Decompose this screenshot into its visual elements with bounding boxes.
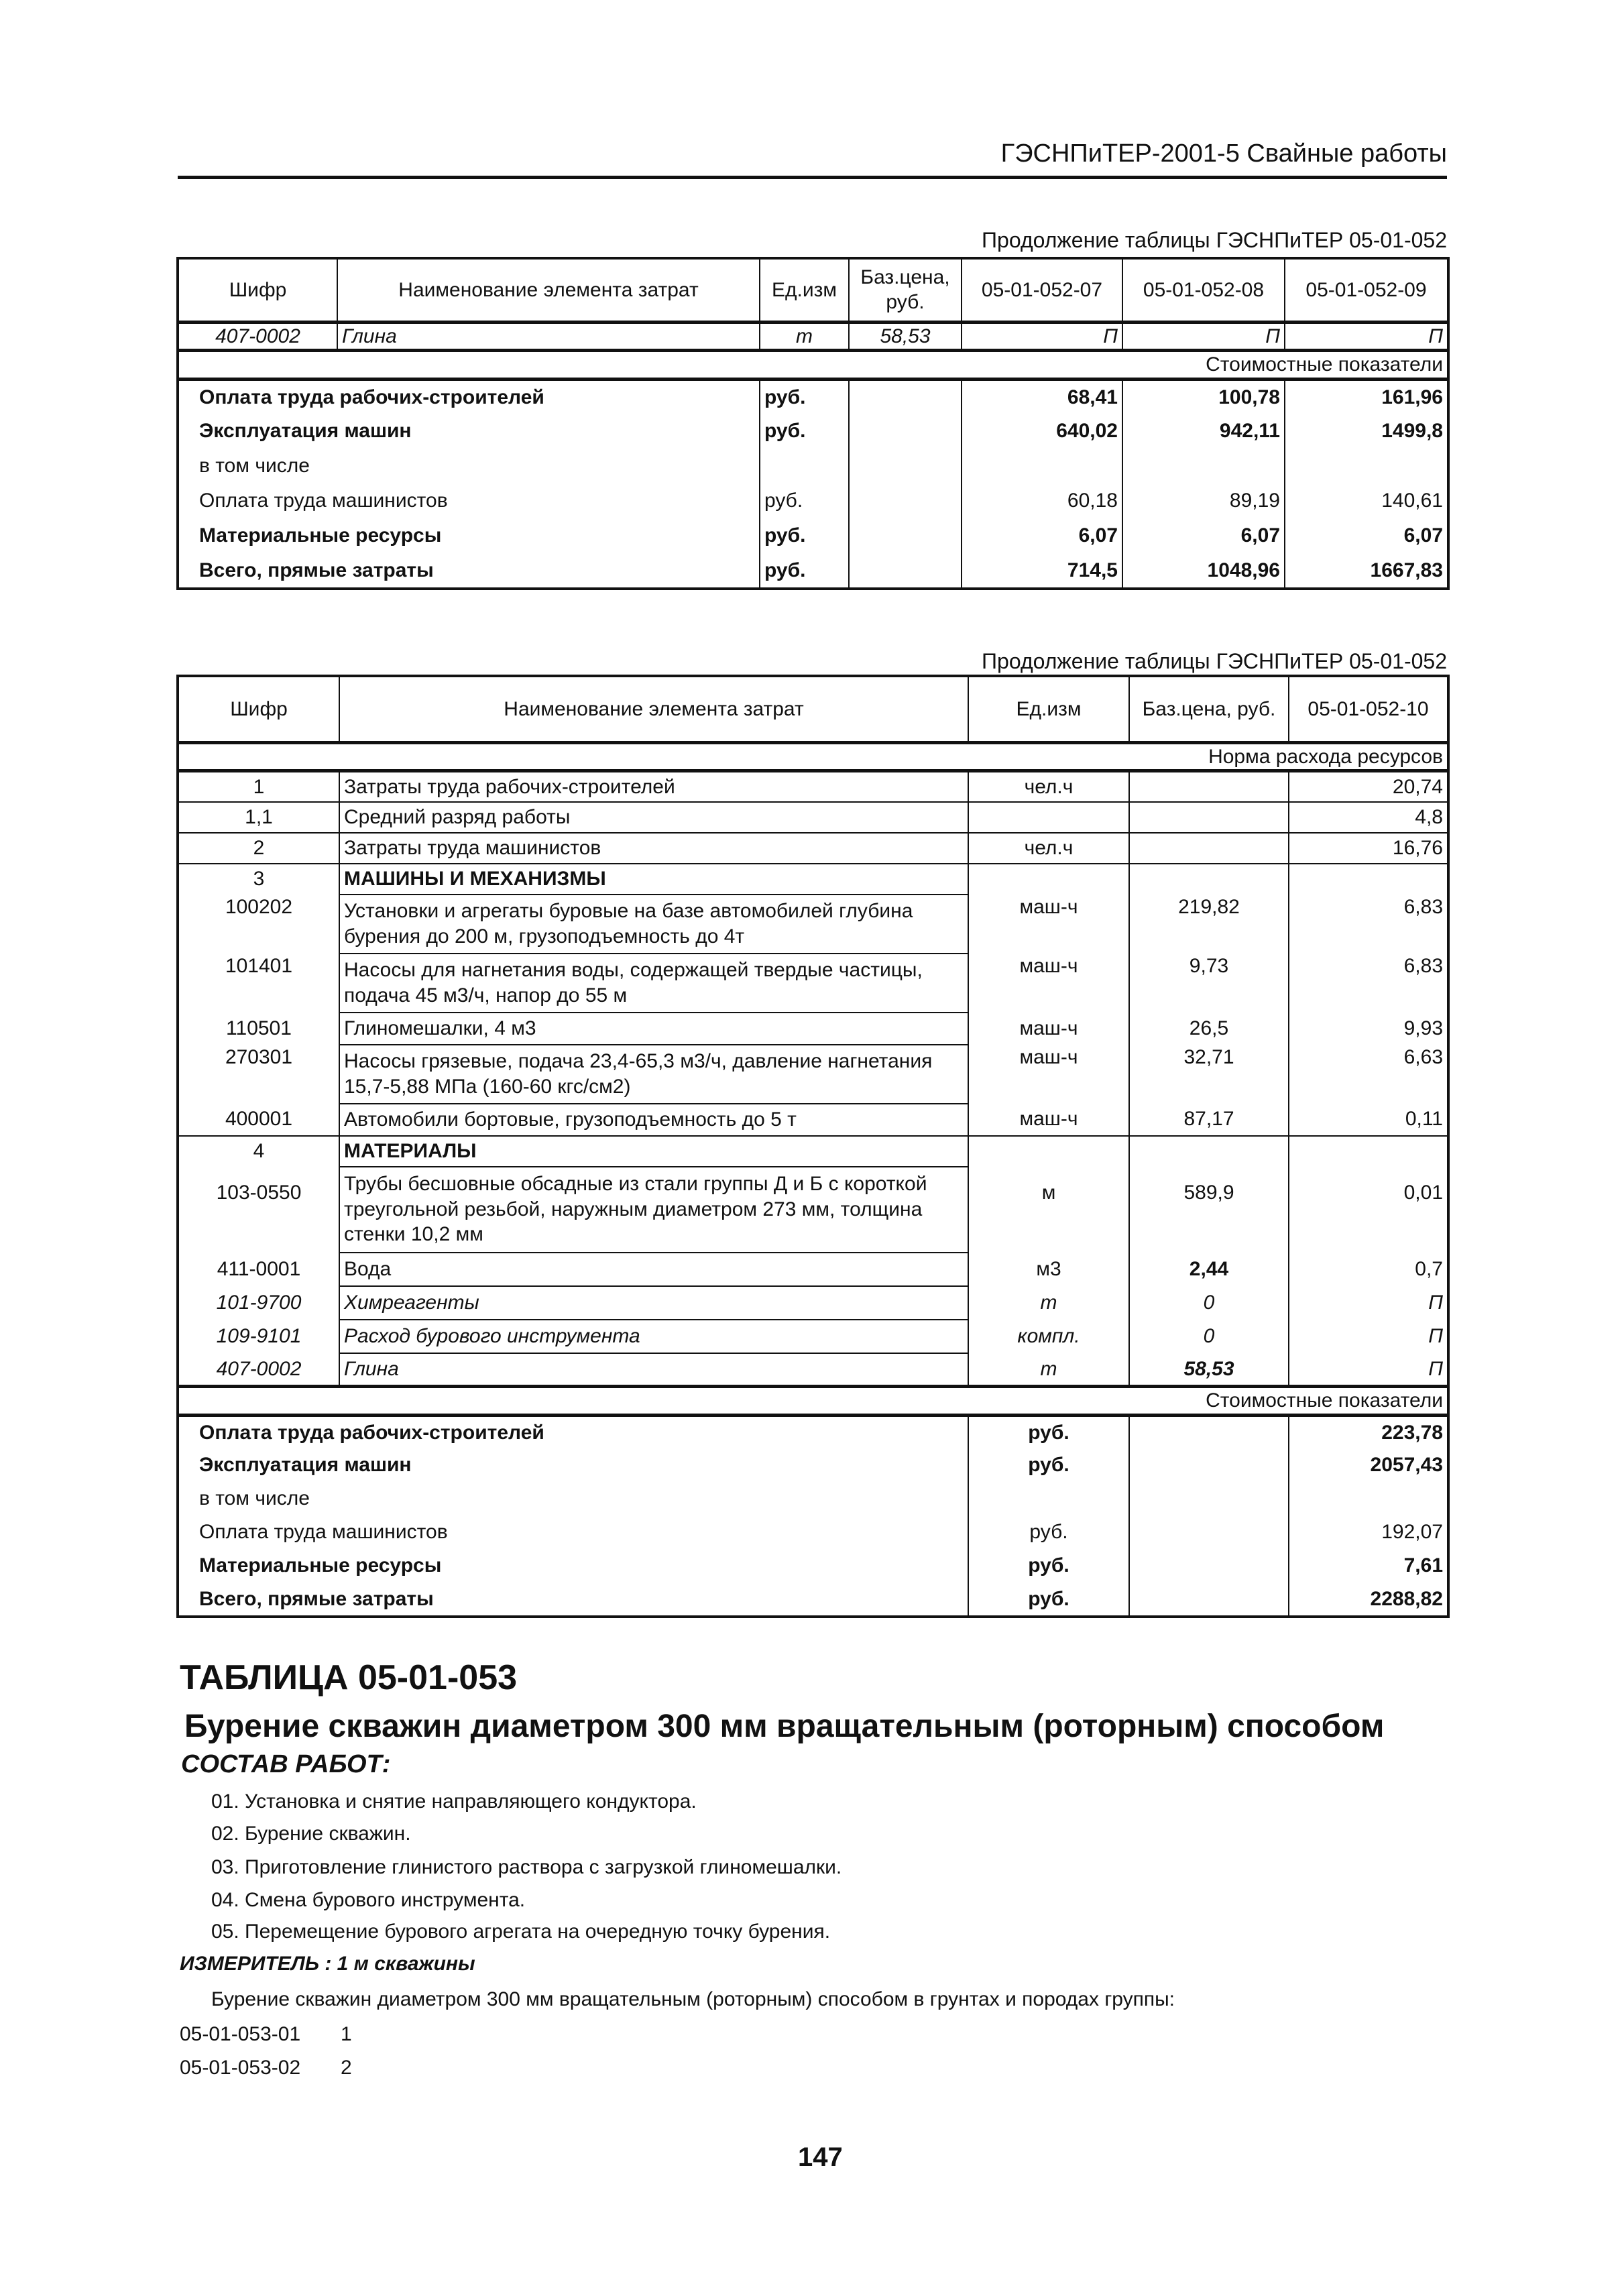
table-row <box>178 1583 1448 1616</box>
cell-price <box>1129 771 1289 802</box>
item-group: 2 <box>341 2057 352 2079</box>
cell-unit: м3 <box>968 1253 1129 1286</box>
cell-code: 407-0002 <box>178 1353 339 1387</box>
summary-value: 60,18 <box>962 483 1122 518</box>
cell-price: 219,82 <box>1129 895 1289 954</box>
work-item: 05. Перемещение бурового агрегата на очередную точку бурения. <box>211 1920 831 1943</box>
summary-value: 2288,82 <box>1289 1583 1448 1616</box>
work-item: 01. Установка и снятие направляющего кондуктора. <box>211 1790 697 1813</box>
table1 <box>178 258 1448 589</box>
table1-header-cell: 05-01-052-09 <box>1285 259 1448 322</box>
table-row <box>178 1045 1448 1104</box>
cell-name: Затраты труда рабочих-строителей <box>339 771 968 802</box>
table1-continuation: Продолжение таблицы ГЭСНПиТЕР 05-01-052 <box>982 228 1447 252</box>
summary-value: 192,07 <box>1289 1515 1448 1549</box>
works-title: СОСТАВ РАБОТ: <box>181 1750 391 1778</box>
empty-cell <box>962 449 1122 483</box>
table-row <box>178 322 1448 351</box>
item-code: 05-01-053-01 <box>180 2023 301 2045</box>
section-description: Бурение скважин диаметром 300 мм вращательным (роторным) способом в грунтах и породах группы: <box>211 1988 1175 2010</box>
empty-cell <box>1129 1549 1289 1583</box>
summary-value: 1499,8 <box>1285 414 1448 449</box>
cell-value: П <box>1285 322 1448 351</box>
cell-unit: т <box>760 322 849 351</box>
summary-name: Оплата труда машинистов <box>178 483 760 518</box>
section-title: ТАБЛИЦА 05-01-053 <box>180 1658 518 1697</box>
cell-price: 87,17 <box>1129 1104 1289 1136</box>
table2 <box>178 676 1448 1617</box>
cell-code: 411-0001 <box>178 1253 339 1286</box>
table-row <box>178 833 1448 864</box>
table-row <box>178 1253 1448 1286</box>
cell-unit: маш-ч <box>968 895 1129 954</box>
summary-value: 68,41 <box>962 379 1122 414</box>
cell-value: 9,93 <box>1289 1013 1448 1045</box>
summary-value: 100,78 <box>1122 379 1285 414</box>
empty-cell <box>1129 1482 1289 1515</box>
cell-price: 2,44 <box>1129 1253 1289 1286</box>
cell-unit: чел.ч <box>968 833 1129 864</box>
empty-cell <box>849 518 962 553</box>
cell-name: Затраты труда машинистов <box>339 833 968 864</box>
table2-continuation: Продолжение таблицы ГЭСНПиТЕР 05-01-052 <box>982 649 1447 673</box>
page-number: 147 <box>798 2142 843 2172</box>
cell-price: 58,53 <box>1129 1353 1289 1387</box>
cell-value: 4,8 <box>1289 802 1448 833</box>
cell-name: Глиномешалки, 4 м3 <box>339 1013 968 1045</box>
cell-price <box>1129 1136 1289 1167</box>
cell-price <box>1129 864 1289 895</box>
empty-cell <box>1129 1583 1289 1616</box>
summary-value: 1048,96 <box>1122 553 1285 588</box>
table2-header-cell: Шифр <box>178 677 339 742</box>
table-row <box>178 1549 1448 1583</box>
cell-unit: маш-ч <box>968 1104 1129 1136</box>
cell-unit <box>968 802 1129 833</box>
table1-header-cell: 05-01-052-08 <box>1122 259 1285 322</box>
summary-value: 6,07 <box>1122 518 1285 553</box>
cost-label: Стоимостные показатели <box>178 351 1448 380</box>
empty-cell <box>1122 449 1285 483</box>
item-code: 05-01-053-02 <box>180 2057 301 2079</box>
cell-value: П <box>962 322 1122 351</box>
cell-name: Глина <box>337 322 760 351</box>
cell-unit: т <box>968 1353 1129 1387</box>
summary-value: 161,96 <box>1285 379 1448 414</box>
table1-header-cell: Ед.изм <box>760 259 849 322</box>
summary-unit: руб. <box>968 1415 1129 1448</box>
cell-value: П <box>1289 1353 1448 1387</box>
cell-unit: маш-ч <box>968 1013 1129 1045</box>
table1-header-cell: Наименование элемента затрат <box>337 259 760 322</box>
cell-name: МАШИНЫ И МЕХАНИЗМЫ <box>339 864 968 895</box>
table-row <box>178 802 1448 833</box>
work-item: 04. Смена бурового инструмента. <box>211 1889 526 1911</box>
cell-code: 100202 <box>178 895 339 954</box>
table-row <box>178 1482 1448 1515</box>
cell-price: 58,53 <box>849 322 962 351</box>
cell-value: 6,83 <box>1289 954 1448 1013</box>
meter-label: ИЗМЕРИТЕЛЬ : 1 м скважины <box>180 1953 475 1975</box>
empty-cell <box>849 483 962 518</box>
cell-value: 16,76 <box>1289 833 1448 864</box>
cell-price <box>1129 833 1289 864</box>
table2-header-cell: Наименование элемента затрат <box>339 677 968 742</box>
cell-value: 0,7 <box>1289 1253 1448 1286</box>
table-row <box>178 1167 1448 1253</box>
summary-name: в том числе <box>178 1482 968 1515</box>
cell-code: 407-0002 <box>178 322 337 351</box>
table-row <box>178 483 1448 518</box>
cell-code: 270301 <box>178 1045 339 1104</box>
summary-unit: руб. <box>760 414 849 449</box>
cell-unit: компл. <box>968 1320 1129 1353</box>
cell-code: 103-0550 <box>178 1167 339 1253</box>
cell-value: 6,83 <box>1289 895 1448 954</box>
summary-value: 1667,83 <box>1285 553 1448 588</box>
table-row <box>178 771 1448 802</box>
table-row <box>178 553 1448 588</box>
table-row <box>178 1104 1448 1136</box>
summary-name: Материальные ресурсы <box>178 1549 968 1583</box>
cell-unit <box>968 864 1129 895</box>
empty-cell <box>1289 1482 1448 1515</box>
summary-name: Оплата труда рабочих-строителей <box>178 379 760 414</box>
cell-name: МАТЕРИАЛЫ <box>339 1136 968 1167</box>
table-row <box>178 895 1448 954</box>
cost-label-row <box>178 1387 1448 1416</box>
cell-price: 0 <box>1129 1286 1289 1320</box>
cell-price: 26,5 <box>1129 1013 1289 1045</box>
cell-value: П <box>1289 1320 1448 1353</box>
cell-unit: т <box>968 1286 1129 1320</box>
table-row <box>178 449 1448 483</box>
cell-unit <box>968 1136 1129 1167</box>
summary-value: 89,19 <box>1122 483 1285 518</box>
cost-label-row <box>178 351 1448 380</box>
summary-unit: руб. <box>968 1549 1129 1583</box>
cell-code: 400001 <box>178 1104 339 1136</box>
table-row <box>178 1415 1448 1448</box>
table-row <box>178 518 1448 553</box>
cell-unit: чел.ч <box>968 771 1129 802</box>
cell-code: 110501 <box>178 1013 339 1045</box>
empty-cell <box>968 1482 1129 1515</box>
cell-name: Трубы бесшовные обсадные из стали группы Д и Б с короткой треугольной резьбой, наружным диаметром 273 мм, толщина стенки 10,2 мм <box>339 1167 968 1253</box>
summary-value: 6,07 <box>962 518 1122 553</box>
cell-unit: маш-ч <box>968 1045 1129 1104</box>
cell-code: 101-9700 <box>178 1286 339 1320</box>
cell-name: Расход бурового инструмента <box>339 1320 968 1353</box>
table2-header-cell: Ед.изм <box>968 677 1129 742</box>
table1-header-cell: Шифр <box>178 259 337 322</box>
table-row <box>178 1286 1448 1320</box>
cell-name: Глина <box>339 1353 968 1387</box>
summary-value: 2057,43 <box>1289 1448 1448 1482</box>
table1-header-row <box>178 259 1448 322</box>
cell-code: 109-9101 <box>178 1320 339 1353</box>
header-rule <box>178 176 1447 179</box>
cell-name: Автомобили бортовые, грузоподъемность до 5 т <box>339 1104 968 1136</box>
cell-value: П <box>1289 1286 1448 1320</box>
summary-unit: руб. <box>968 1583 1129 1616</box>
table-row <box>178 1136 1448 1167</box>
cell-name: Установки и агрегаты буровые на базе автомобилей глубина бурения до 200 м, грузоподъемность до 4т <box>339 895 968 954</box>
cell-price: 589,9 <box>1129 1167 1289 1253</box>
cell-code: 101401 <box>178 954 339 1013</box>
cell-code: 4 <box>178 1136 339 1167</box>
table-row <box>178 1353 1448 1387</box>
cell-price: 0 <box>1129 1320 1289 1353</box>
empty-cell <box>1129 1448 1289 1482</box>
table-row <box>178 1448 1448 1482</box>
summary-unit: руб. <box>760 483 849 518</box>
cell-price: 9,73 <box>1129 954 1289 1013</box>
work-item: 02. Бурение скважин. <box>211 1823 411 1845</box>
cell-code: 1 <box>178 771 339 802</box>
cell-name: Насосы грязевые, подача 23,4-65,3 м3/ч, давление нагнетания 15,7-5,88 МПа (160-60 кгс/см2) <box>339 1045 968 1104</box>
summary-value: 714,5 <box>962 553 1122 588</box>
table2-header-cell: 05-01-052-10 <box>1289 677 1448 742</box>
summary-value: 942,11 <box>1122 414 1285 449</box>
table-row <box>178 1515 1448 1549</box>
section-subtitle: Бурение скважин диаметром 300 мм вращательным (роторным) способом <box>184 1709 1385 1744</box>
empty-cell <box>849 379 962 414</box>
summary-value: 7,61 <box>1289 1549 1448 1583</box>
empty-cell <box>849 449 962 483</box>
table2-header-cell: Баз.цена, руб. <box>1129 677 1289 742</box>
table-row <box>178 379 1448 414</box>
empty-cell <box>849 553 962 588</box>
summary-unit: руб. <box>760 518 849 553</box>
cell-value: 6,63 <box>1289 1045 1448 1104</box>
empty-cell <box>1285 449 1448 483</box>
norm-label-row <box>178 742 1448 771</box>
cell-price: 32,71 <box>1129 1045 1289 1104</box>
summary-value: 640,02 <box>962 414 1122 449</box>
empty-cell <box>1129 1415 1289 1448</box>
table-row <box>178 954 1448 1013</box>
summary-value: 223,78 <box>1289 1415 1448 1448</box>
summary-name: Эксплуатация машин <box>178 414 760 449</box>
cost-label: Стоимостные показатели <box>178 1387 1448 1416</box>
work-item: 03. Приготовление глинистого раствора с загрузкой глиномешалки. <box>211 1856 842 1878</box>
cell-name: Химреагенты <box>339 1286 968 1320</box>
summary-unit: руб. <box>968 1515 1129 1549</box>
summary-name: Материальные ресурсы <box>178 518 760 553</box>
cell-code: 1,1 <box>178 802 339 833</box>
summary-unit: руб. <box>760 553 849 588</box>
table-row <box>178 1013 1448 1045</box>
cell-value: 20,74 <box>1289 771 1448 802</box>
summary-value: 140,61 <box>1285 483 1448 518</box>
table1-header-cell: 05-01-052-07 <box>962 259 1122 322</box>
cell-value: 0,11 <box>1289 1104 1448 1136</box>
summary-unit: руб. <box>760 379 849 414</box>
cell-price <box>1129 802 1289 833</box>
summary-name: Всего, прямые затраты <box>178 1583 968 1616</box>
summary-name: Оплата труда рабочих-строителей <box>178 1415 968 1448</box>
cell-code: 2 <box>178 833 339 864</box>
cell-name: Вода <box>339 1253 968 1286</box>
table-row <box>178 414 1448 449</box>
summary-value: 6,07 <box>1285 518 1448 553</box>
cell-value <box>1289 1136 1448 1167</box>
cell-value: П <box>1122 322 1285 351</box>
running-header: ГЭСНПиТЕР-2001-5 Свайные работы <box>1000 139 1447 168</box>
cell-value <box>1289 864 1448 895</box>
cell-code: 3 <box>178 864 339 895</box>
table1-header-cell: Баз.цена, руб. <box>849 259 962 322</box>
cell-name: Насосы для нагнетания воды, содержащей твердые частицы, подача 45 м3/ч, напор до 55 м <box>339 954 968 1013</box>
table-row <box>178 1320 1448 1353</box>
summary-name: Эксплуатация машин <box>178 1448 968 1482</box>
cell-name: Средний разряд работы <box>339 802 968 833</box>
table-row <box>178 864 1448 895</box>
summary-name: в том числе <box>178 449 760 483</box>
cell-unit: маш-ч <box>968 954 1129 1013</box>
summary-name: Оплата труда машинистов <box>178 1515 968 1549</box>
cell-unit: м <box>968 1167 1129 1253</box>
item-group: 1 <box>341 2023 352 2045</box>
empty-cell <box>760 449 849 483</box>
table2-header-row <box>178 677 1448 742</box>
summary-unit: руб. <box>968 1448 1129 1482</box>
empty-cell <box>849 414 962 449</box>
summary-name: Всего, прямые затраты <box>178 553 760 588</box>
norm-label: Норма расхода ресурсов <box>178 742 1448 771</box>
empty-cell <box>1129 1515 1289 1549</box>
cell-value: 0,01 <box>1289 1167 1448 1253</box>
